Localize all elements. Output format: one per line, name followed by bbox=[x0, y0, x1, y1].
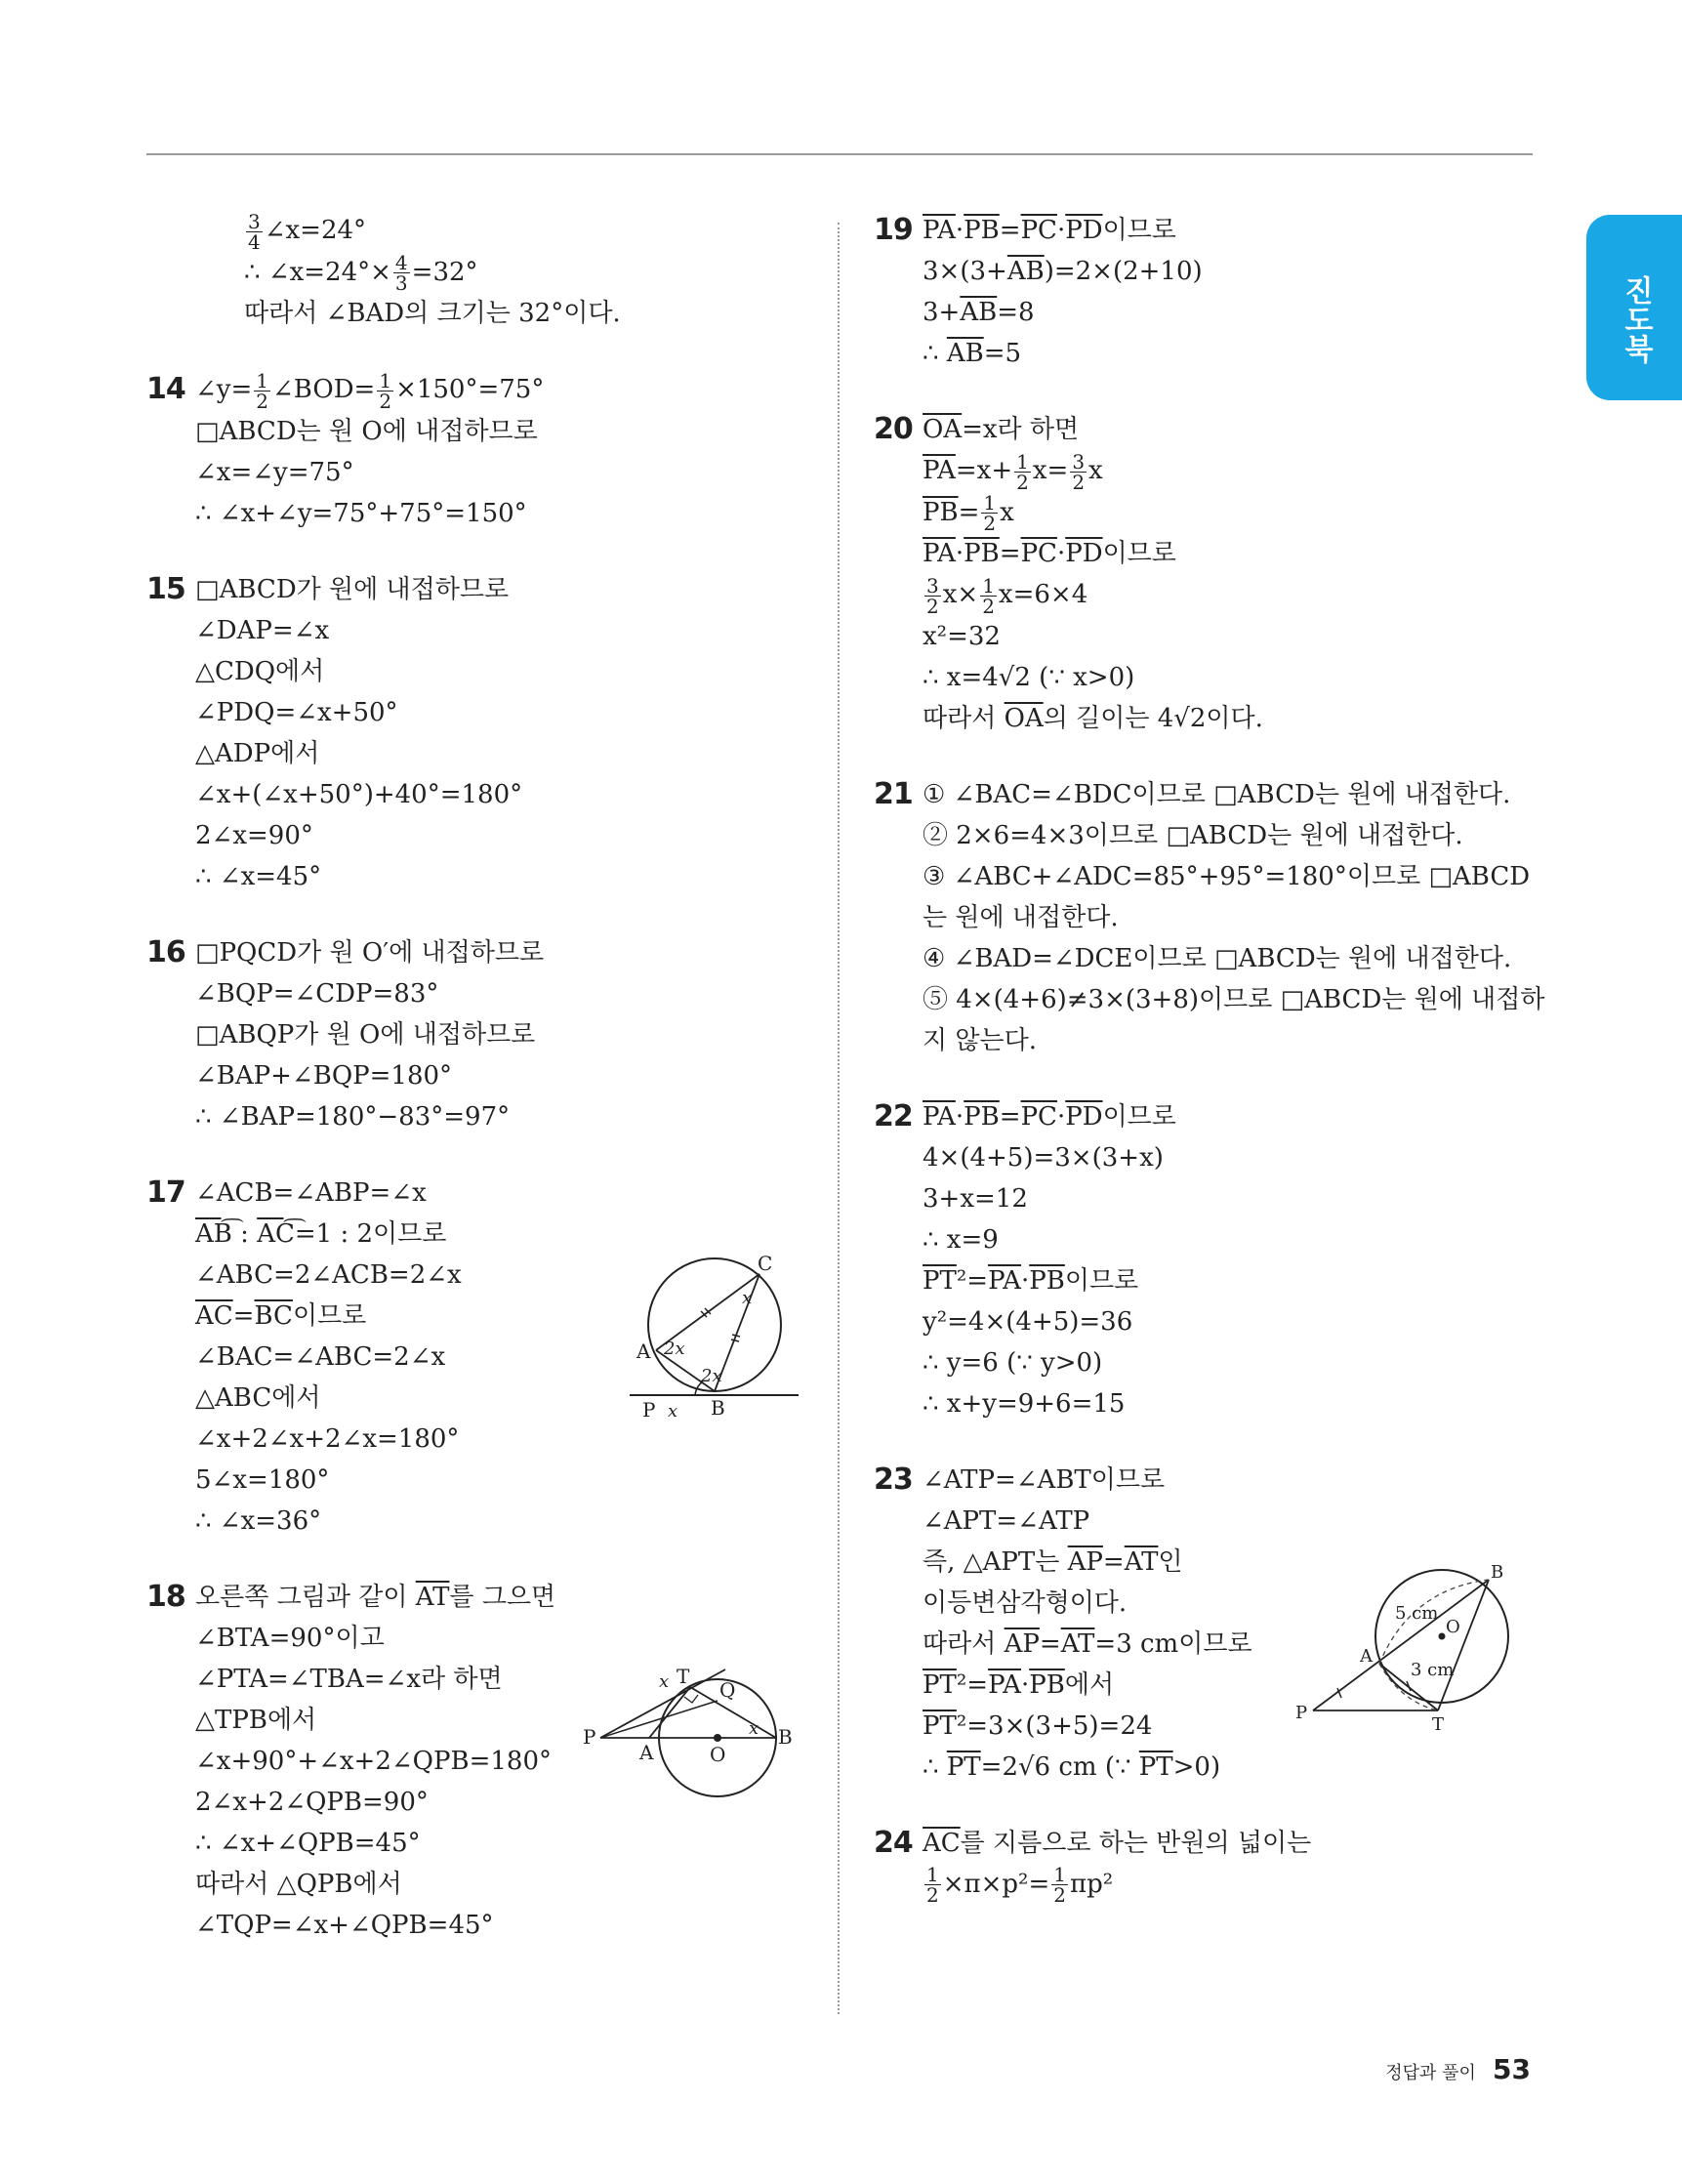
solution-line: 이등변삼각형이다. bbox=[923, 1587, 1128, 1618]
solution-line: △ADP에서 bbox=[195, 738, 320, 768]
solution-24 bbox=[874, 1823, 1557, 1906]
solution-line: □ABCD가 원에 내접하므로 bbox=[195, 574, 510, 604]
solution-line: $\overline{PA}\cdot\overline{PB}=\overline{PC}\cdot\overline{PD}$이므로 bbox=[923, 1101, 1176, 1132]
problem-number: 19 bbox=[874, 213, 913, 247]
fig18-label-Q: Q bbox=[719, 1678, 736, 1702]
solution-22 bbox=[874, 1096, 1557, 1424]
solution-21 bbox=[874, 774, 1557, 1061]
fig17-angle-2x-b: 2x bbox=[701, 1366, 722, 1386]
fig23-label-O: O bbox=[1446, 1617, 1460, 1637]
solution-line: ∠BAP+∠BQP=180° bbox=[195, 1060, 453, 1091]
solution-line: ∴ $\overline{PT}=2√6$ cm (∵ $\overline{PT}>0$) bbox=[923, 1751, 1221, 1782]
header-rule bbox=[146, 153, 1533, 155]
solution-line: ∴ x=4√2 (∵ x>0) bbox=[923, 662, 1135, 692]
solution-line: 5∠x=180° bbox=[195, 1464, 330, 1495]
solution-line: □ABCD는 원 O에 내접하므로 bbox=[195, 416, 538, 446]
solution-line: ∴ ∠BAP=180°−83°=97° bbox=[195, 1101, 511, 1132]
solution-line: ∴ x=9 bbox=[923, 1224, 999, 1255]
page-number: 53 bbox=[1493, 2053, 1531, 2085]
column-divider bbox=[838, 223, 840, 2014]
problem-number: 16 bbox=[146, 934, 185, 969]
section-tab-label: 진도북 bbox=[1619, 275, 1653, 363]
figure-18 bbox=[581, 1660, 805, 1801]
solution-line: $\overline{AC}=\overline{BC}$이므로 bbox=[195, 1300, 367, 1331]
solution-line: 는 원에 내접한다. bbox=[923, 902, 1119, 932]
fig17-angle-2x-a: 2x bbox=[664, 1339, 685, 1359]
fig18-label-B: B bbox=[778, 1725, 793, 1749]
solution-16 bbox=[146, 932, 830, 1137]
solution-line: ∠BQP=∠CDP=83° bbox=[195, 978, 439, 1009]
solution-line: ∠y= $\frac{1}{2}$ ∠BOD= $\frac{1}{2}$ ×150°=75° bbox=[195, 368, 545, 413]
solution-line: 따라서 $\overline{AP}=\overline{AT}=3$ cm이므로 bbox=[923, 1628, 1252, 1659]
solution-line: ② 2×6=4×3이므로 □ABCD는 원에 내접한다. bbox=[923, 820, 1463, 850]
problem-number: 14 bbox=[146, 372, 185, 406]
problem-number: 22 bbox=[874, 1098, 913, 1133]
solution-line: ∴ ∠x=24°× $\frac{4}{3}$ =32° bbox=[244, 251, 478, 295]
fig17-label-P: P bbox=[642, 1398, 656, 1421]
solution-line: ① ∠BAC=∠BDC이므로 □ABCD는 원에 내접한다. bbox=[923, 779, 1511, 809]
solution-line: △ABC에서 bbox=[195, 1382, 321, 1413]
figure-17 bbox=[625, 1255, 800, 1421]
solution-line: $\frac{3}{4}$ ∠x=24° bbox=[248, 209, 367, 254]
page-footer bbox=[1385, 2053, 1531, 2085]
solution-line: △TPB에서 bbox=[195, 1705, 317, 1735]
solution-line: 4×(4+5)=3×(3+x) bbox=[923, 1142, 1164, 1173]
solution-line: ∠ACB=∠ABP=∠x bbox=[195, 1177, 427, 1208]
fig18-angle-x-t: x bbox=[659, 1671, 670, 1692]
solution-line: ∴ y=6 (∵ y>0) bbox=[923, 1347, 1103, 1378]
solution-line: 따라서 ∠BAD의 크기는 32°이다. bbox=[244, 299, 621, 328]
problem-number: 15 bbox=[146, 571, 185, 606]
solution-14 bbox=[146, 369, 830, 534]
solution-line: ∠BAC=∠ABC=2∠x bbox=[195, 1341, 446, 1372]
solution-line: ∠x+90°+∠x+2∠QPB=180° bbox=[195, 1746, 552, 1776]
solution-20 bbox=[874, 409, 1557, 739]
solution-line: $\overline{OA}=x$라 하면 bbox=[923, 415, 1080, 444]
solution-line: ∴ ∠x+∠y=75°+75°=150° bbox=[195, 498, 527, 528]
solution-line: ∴ ∠x+∠QPB=45° bbox=[195, 1828, 421, 1858]
fig23-length-5cm: 5 cm bbox=[1395, 1603, 1439, 1624]
solution-line: 오른쪽 그림과 같이 $\overline{AT}$를 그으면 bbox=[195, 1582, 556, 1612]
solution-line: □ABQP가 원 O에 내접하므로 bbox=[195, 1019, 536, 1050]
solution-line: ⑤ 4×(4+6)≠3×(3+8)이므로 □ABCD는 원에 내접하 bbox=[923, 984, 1545, 1014]
solution-line: ∠ATP=∠ABT이므로 bbox=[923, 1464, 1166, 1495]
solution-line: $\overline{PT}^2=\overline{PA}\cdot\overline{PB}$이므로 bbox=[923, 1265, 1139, 1296]
fig23-label-P: P bbox=[1295, 1703, 1308, 1723]
solution-line: 2∠x+2∠QPB=90° bbox=[195, 1787, 429, 1817]
solution-line: ③ ∠ABC+∠ADC=85°+95°=180°이므로 □ABCD bbox=[923, 861, 1531, 891]
solution-line: x²=32 bbox=[923, 621, 1001, 651]
problem-number: 17 bbox=[146, 1174, 185, 1210]
fig17-label-B: B bbox=[711, 1396, 725, 1420]
solution-line: △CDQ에서 bbox=[195, 656, 325, 686]
solution-line: ∠TQP=∠x+∠QPB=45° bbox=[195, 1910, 494, 1940]
solution-line: $\frac{1}{2}$ ×π×p²= $\frac{1}{2}$ πp² bbox=[926, 1863, 1114, 1907]
solution-line: $\overline{PT}^2=3\times(3+5)=24$ bbox=[923, 1710, 1153, 1741]
solution-line: ∠APT=∠ATP bbox=[923, 1505, 1090, 1536]
fig18-label-P: P bbox=[583, 1725, 596, 1749]
problem-number: 24 bbox=[874, 1825, 913, 1860]
solution-line: $\frac{3}{2}$ x× $\frac{1}{2}$ x=6×4 bbox=[926, 573, 1088, 618]
solution-line: ∠ABC=2∠ACB=2∠x bbox=[195, 1259, 462, 1290]
solution-line: 지 않는다. bbox=[923, 1025, 1037, 1055]
fig23-label-T: T bbox=[1432, 1714, 1445, 1731]
solution-line: $\overline{PT}^2=\overline{PA}\cdot\overline{PB}$에서 bbox=[923, 1669, 1115, 1700]
figure-23 bbox=[1293, 1560, 1538, 1731]
solution-line: ∠x=∠y=75° bbox=[195, 457, 354, 487]
fig23-label-B: B bbox=[1491, 1562, 1504, 1583]
solution-line: y²=4×(4+5)=36 bbox=[923, 1306, 1133, 1337]
solution-line: 따라서 $\overline{OA}$의 길이는 4√2이다. bbox=[923, 703, 1263, 733]
solution-line: ∠PTA=∠TBA=∠x라 하면 bbox=[195, 1664, 503, 1694]
solution-line: □PQCD가 원 O′에 내접하므로 bbox=[195, 937, 545, 968]
solution-line: ④ ∠BAD=∠DCE이므로 □ABCD는 원에 내접한다. bbox=[923, 943, 1512, 973]
fig17-label-A: A bbox=[636, 1339, 651, 1363]
solution-line: 즉, △APT는 $\overline{AP}=\overline{AT}$인 bbox=[923, 1546, 1183, 1577]
solution-line: AB͡ : AC͡=1 : 2이므로 bbox=[195, 1218, 447, 1249]
solution-line: ∴ ∠x=45° bbox=[195, 861, 322, 891]
solution-line: $\overline{AC}$를 지름으로 하는 반원의 넓이는 bbox=[923, 1828, 1312, 1858]
problem-number: 20 bbox=[874, 412, 913, 446]
fig23-label-A: A bbox=[1360, 1646, 1373, 1667]
solution-line: $\overline{PA}\cdot\overline{PB}=\overline{PC}\cdot\overline{PD}$이므로 bbox=[923, 539, 1176, 568]
solution-line: ∠BTA=90°이고 bbox=[195, 1623, 385, 1653]
footer-label: 정답과 풀이 bbox=[1385, 2063, 1476, 2083]
problem-number: 21 bbox=[874, 776, 913, 811]
fig18-label-O: O bbox=[710, 1743, 726, 1766]
solution-line: ∴ $\overline{AB}=5$ bbox=[923, 339, 1022, 368]
solution-line: 3+x=12 bbox=[923, 1183, 1028, 1214]
fig17-label-C: C bbox=[758, 1255, 773, 1275]
fig18-label-T: T bbox=[677, 1665, 690, 1688]
solution-15 bbox=[146, 569, 830, 897]
solution-13-continued bbox=[146, 210, 830, 334]
solution-line: 따라서 △QPB에서 bbox=[195, 1869, 402, 1899]
fig18-angle-x-b: x bbox=[749, 1718, 759, 1739]
solution-line: $\overline{PB}=$ $\frac{1}{2}$ x bbox=[923, 491, 1014, 535]
fig23-length-3cm: 3 cm bbox=[1411, 1660, 1455, 1680]
problem-number: 23 bbox=[874, 1462, 913, 1497]
solution-line: ∠PDQ=∠x+50° bbox=[195, 697, 398, 727]
solution-line: ∠DAP=∠x bbox=[195, 615, 330, 645]
solution-line: $3\times(3+\overline{AB})=2\times(2+10)$ bbox=[923, 257, 1203, 286]
solution-line: $\overline{PA}\cdot\overline{PB}=\overline{PC}\cdot\overline{PD}$이므로 bbox=[923, 216, 1176, 245]
solution-line: ∴ x+y=9+6=15 bbox=[923, 1388, 1126, 1419]
solution-line: ∴ ∠x=36° bbox=[195, 1505, 322, 1536]
solution-line: 2∠x=90° bbox=[195, 820, 313, 850]
fig17-angle-x-c: x bbox=[742, 1288, 753, 1308]
solution-19 bbox=[874, 210, 1557, 374]
solution-line: $3+\overline{AB}=8$ bbox=[923, 298, 1035, 327]
solution-line: ∠x+2∠x+2∠x=180° bbox=[195, 1423, 460, 1454]
solution-line: $\overline{PA}=x+$ $\frac{1}{2}$ x= $\frac{3}{2}$ x bbox=[923, 449, 1103, 494]
fig17-angle-x-p: x bbox=[668, 1401, 678, 1421]
solution-line: ∠x+(∠x+50°)+40°=180° bbox=[195, 779, 523, 809]
problem-number: 18 bbox=[146, 1579, 185, 1614]
fig18-label-A: A bbox=[639, 1741, 654, 1764]
